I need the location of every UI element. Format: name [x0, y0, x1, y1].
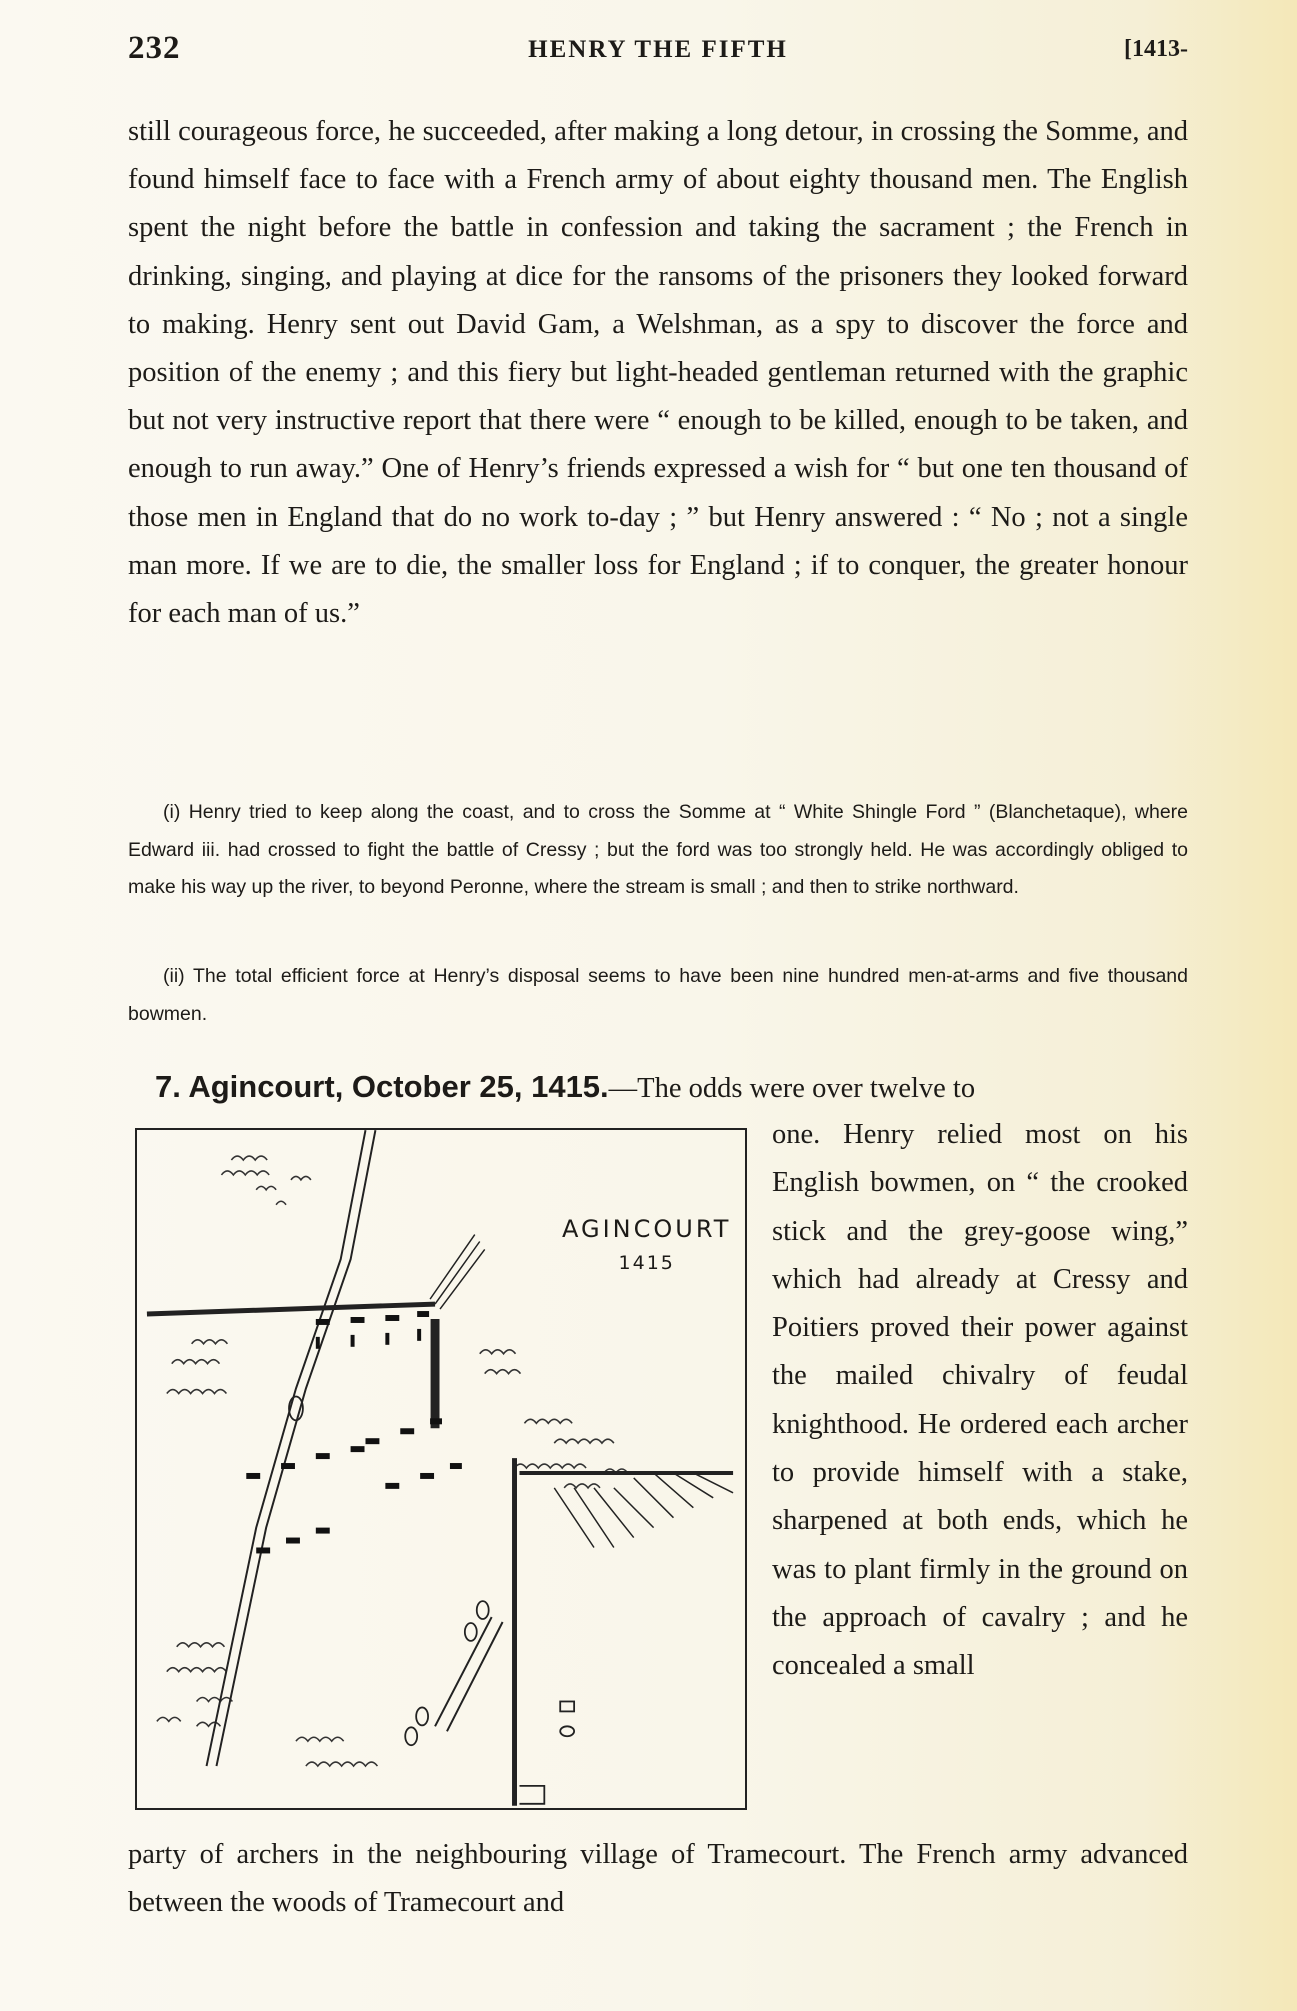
paragraph-main: still courageous force, he succeeded, after making a long detour, in crossing the Somme, and found himself face to face with a French army of about eighty thousand men. The English spent the night before the battle in confession and taking the sacrament ; the French in drinking, singing, and playing at dice for the ransoms of the prisoners they looked forward to making. Henry sent out David Gam, a Welshman, as a spy to discover the force and position of the enemy ; and this fiery but light-headed gentleman returned with the graphic but not very instructive report that there were “ enough to be killed, enough to be taken, and enough to run away.” One of Henry’s friends expressed a wish for “ but one ten thousand of those men in England that do no work to-day ; ” but Henry answered : “ No ; not a single man more. If we are to die, the smaller loss for England ; if to conquer, the greater honour for each man of us.” [128, 116, 1188, 630]
map-label [562, 1212, 731, 1280]
section-heading: 7. Agincourt, October 25, 1415. [155, 1069, 609, 1104]
page-header [128, 30, 1188, 80]
woods-symbols [157, 1156, 628, 1766]
map-year: 1415 [618, 1252, 675, 1274]
year-marker: [1413- [1124, 36, 1188, 62]
french-lines [246, 1311, 462, 1553]
section-first-line: —The odds were over twelve to [608, 1073, 976, 1104]
paragraph-continued: party of archers in the neighbouring village of Tramecourt. The French army advanced between the woods of Tramecourt and [128, 1839, 1188, 1919]
english-positions [289, 1396, 574, 1803]
section-heading-line [155, 1063, 1188, 1113]
page-number: 232 [128, 30, 181, 66]
running-title: HENRY THE FIFTH [528, 36, 788, 63]
footnote-1: (i) Henry tried to keep along the coast, and to cross the Somme at “ White Shingle Ford ” (Blanchetaque), where Edward iii. had crossed to fight the battle of Cressy ; but the ford was too strongly held. He was accordingly obliged to make his way up the river, to beyond Peronne, where the stream is small ; and then to strike northward. [128, 801, 1188, 898]
agincourt-battle-map [135, 1128, 747, 1810]
footnote-2: (ii) The total efficient force at Henry’s disposal seems to have been nine hundred men-at-arms and five thousand bowmen. [128, 965, 1188, 1025]
ridge-hatching [147, 1235, 733, 1806]
map-title: AGINCOURT [562, 1215, 732, 1243]
side-text: one. Henry relied most on his English bowmen, on “ the crooked stick and the grey-goose wing,” which had already at Cressy and Poitiers proved their power against the mailed chivalry of feudal knighthood. He ordered each archer to provide himself with a stake, sharpened at both ends, which he was to plant firmly in the ground on the approach of cavalry ; and he concealed a small [772, 1119, 1188, 1682]
